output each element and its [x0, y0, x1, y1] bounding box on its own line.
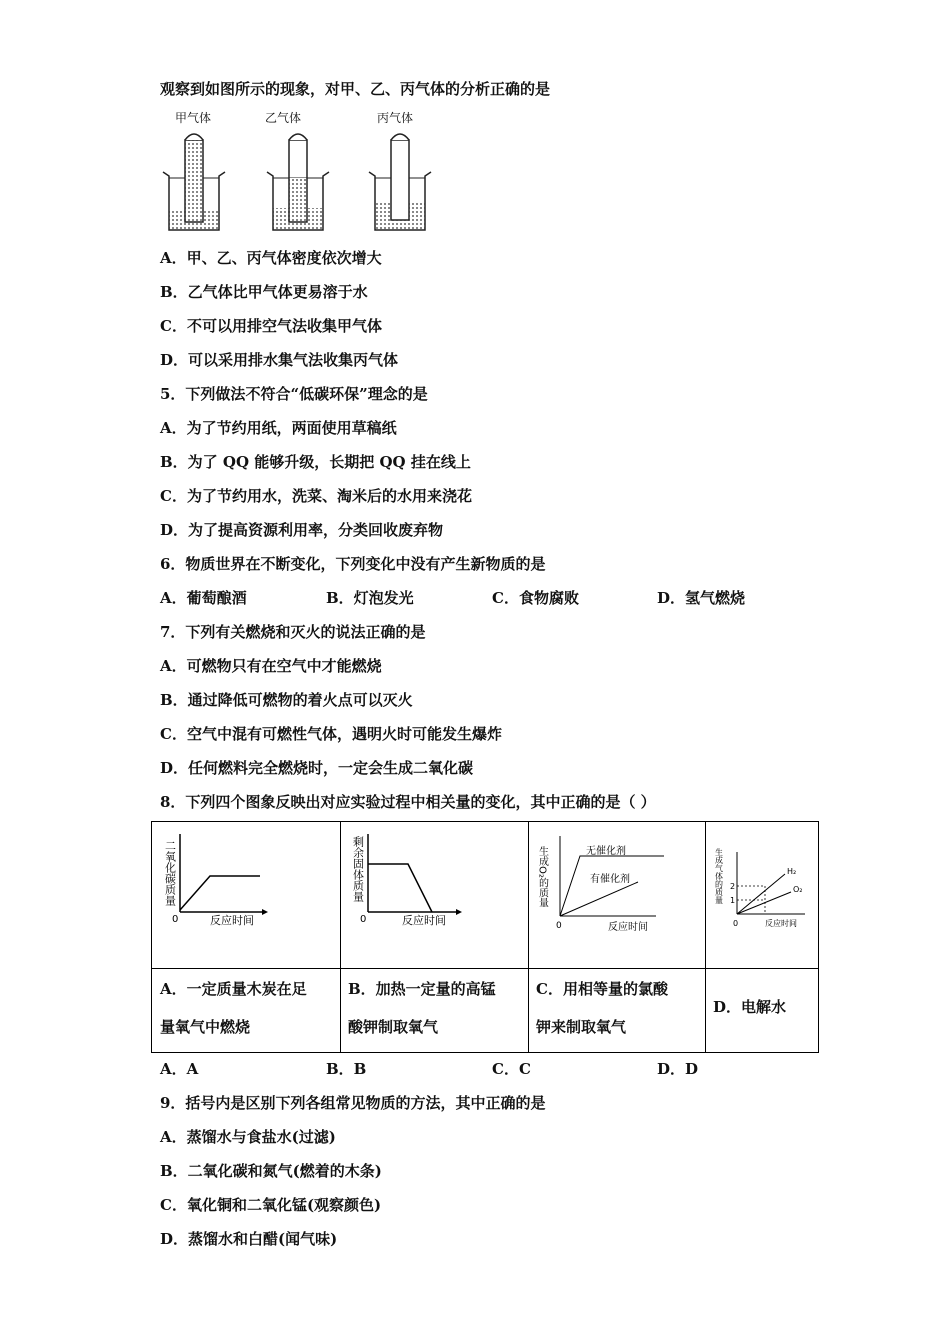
- q4-option-c: C．不可以用排空气法收集甲气体: [160, 317, 382, 335]
- q5-option-c: C．为了节约用水，洗菜、淘米后的水用来浇花: [160, 487, 472, 505]
- q8-cell-c-line2: 钾来制取氧气: [536, 1018, 627, 1036]
- graph-d-tick-2: 2: [730, 882, 736, 891]
- graph-a-ylabel: 二氧化碳质量: [163, 840, 177, 906]
- graph-b-xlabel: 反应时间: [402, 914, 446, 927]
- q6-option-b: B．灯泡发光: [326, 589, 414, 607]
- gas-label-yi: 乙气体: [265, 111, 302, 125]
- graph-d-h2-label: H₂: [787, 867, 797, 876]
- graph-c-ylabel: 生成O₂的质量: [536, 846, 548, 908]
- q6-option-d: D．氢气燃烧: [657, 589, 746, 607]
- graph-c-xlabel: 反应时间: [608, 922, 648, 933]
- beaker-bing: [369, 134, 431, 230]
- graph-d-tick-1: 1: [730, 896, 736, 905]
- q9-option-d: D．蒸馏水和白醋(闻气味): [160, 1230, 338, 1248]
- q7-option-d: D．任何燃料完全燃烧时，一定会生成二氧化碳: [160, 759, 474, 777]
- q4-option-a: A．甲、乙、丙气体密度依次增大: [160, 249, 382, 267]
- graph-d-line-o2: [737, 892, 791, 914]
- graph-a-line: [180, 876, 260, 910]
- graph-c: [528, 822, 705, 968]
- graph-a: [152, 822, 340, 968]
- q8-option-a: A．A: [160, 1060, 199, 1078]
- graph-d: [705, 822, 818, 968]
- q6-stem: 6．物质世界在不断变化，下列变化中没有产生新物质的是: [160, 555, 546, 573]
- graph-c-origin: 0: [556, 921, 562, 931]
- q5-option-b: B．为了 QQ 能够升级，长期把 QQ 挂在线上: [160, 453, 471, 471]
- gas-label-jia: 甲气体: [175, 111, 212, 125]
- q5-option-d: D．为了提高资源利用率，分类回收废弃物: [160, 521, 444, 539]
- q4-stem: 观察到如图所示的现象，对甲、乙、丙气体的分析正确的是: [160, 80, 551, 98]
- q8-graph-table: [151, 821, 819, 1053]
- q7-option-c: C．空气中混有可燃性气体，遇明火时可能发生爆炸: [160, 725, 502, 743]
- gas-beakers-illustration: [155, 126, 445, 234]
- graph-a-xlabel: 反应时间: [210, 914, 254, 927]
- q8-cell-a-line1: A．一定质量木炭在足: [160, 980, 307, 998]
- graph-c-line-no-catalyst: [560, 856, 664, 916]
- q9-option-c: C．氧化铜和二氧化锰(观察颜色): [160, 1196, 382, 1214]
- q8-stem: 8．下列四个图象反映出对应实验过程中相关量的变化，其中正确的是（ ）: [160, 793, 656, 811]
- q6-option-a: A．葡萄酿酒: [160, 589, 247, 607]
- q7-option-a: A．可燃物只有在空气中才能燃烧: [160, 657, 382, 675]
- gas-label-bing: 丙气体: [377, 111, 414, 125]
- q8-cell-c-line1: C．用相等量的氯酸: [536, 980, 668, 998]
- q9-option-a: A．蒸馏水与食盐水(过滤): [160, 1128, 336, 1146]
- graph-b: [340, 822, 528, 968]
- graph-b-line: [368, 864, 432, 912]
- q5-stem: 5．下列做法不符合“低碳环保”理念的是: [160, 385, 428, 403]
- graph-c-line2-label: 有催化剂: [590, 874, 630, 885]
- q4-option-b: B．乙气体比甲气体更易溶于水: [160, 283, 368, 301]
- q9-option-b: B．二氧化碳和氮气(燃着的木条): [160, 1162, 382, 1180]
- graph-a-origin: 0: [172, 914, 179, 925]
- q8-option-d: D．D: [657, 1060, 699, 1078]
- q5-option-a: A．为了节约用纸，两面使用草稿纸: [160, 419, 397, 437]
- graph-b-ylabel: 剩余固体质量: [351, 836, 365, 902]
- q8-cell-a-line2: 量氧气中燃烧: [160, 1018, 251, 1036]
- q8-cell-b-line2: 酸钾制取氧气: [348, 1018, 439, 1036]
- graph-d-origin: 0: [733, 919, 739, 928]
- graph-d-o2-label: O₂: [793, 885, 803, 894]
- beaker-jia: [163, 134, 225, 230]
- q8-cell-d: D．电解水: [713, 998, 787, 1016]
- q7-option-b: B．通过降低可燃物的着火点可以灭火: [160, 691, 413, 709]
- q8-option-c: C．C: [492, 1060, 531, 1078]
- graph-d-line-h2: [737, 874, 785, 914]
- q7-stem: 7．下列有关燃烧和灭火的说法正确的是: [160, 623, 426, 641]
- graph-d-xlabel: 反应时间: [765, 919, 797, 928]
- q9-stem: 9．括号内是区别下列各组常见物质的方法，其中正确的是: [160, 1094, 546, 1112]
- graph-c-line-catalyst: [560, 882, 638, 916]
- q4-option-d: D．可以采用排水集气法收集丙气体: [160, 351, 399, 369]
- q8-cell-b-line1: B．加热一定量的高锰: [348, 980, 496, 998]
- graph-d-ylabel: 生成气体的质量: [714, 848, 724, 904]
- q6-option-c: C．食物腐败: [492, 589, 579, 607]
- beaker-yi: [267, 134, 329, 230]
- q8-option-b: B．B: [326, 1060, 367, 1078]
- graph-c-line1-label: 无催化剂: [586, 846, 626, 857]
- graph-b-origin: 0: [360, 914, 367, 925]
